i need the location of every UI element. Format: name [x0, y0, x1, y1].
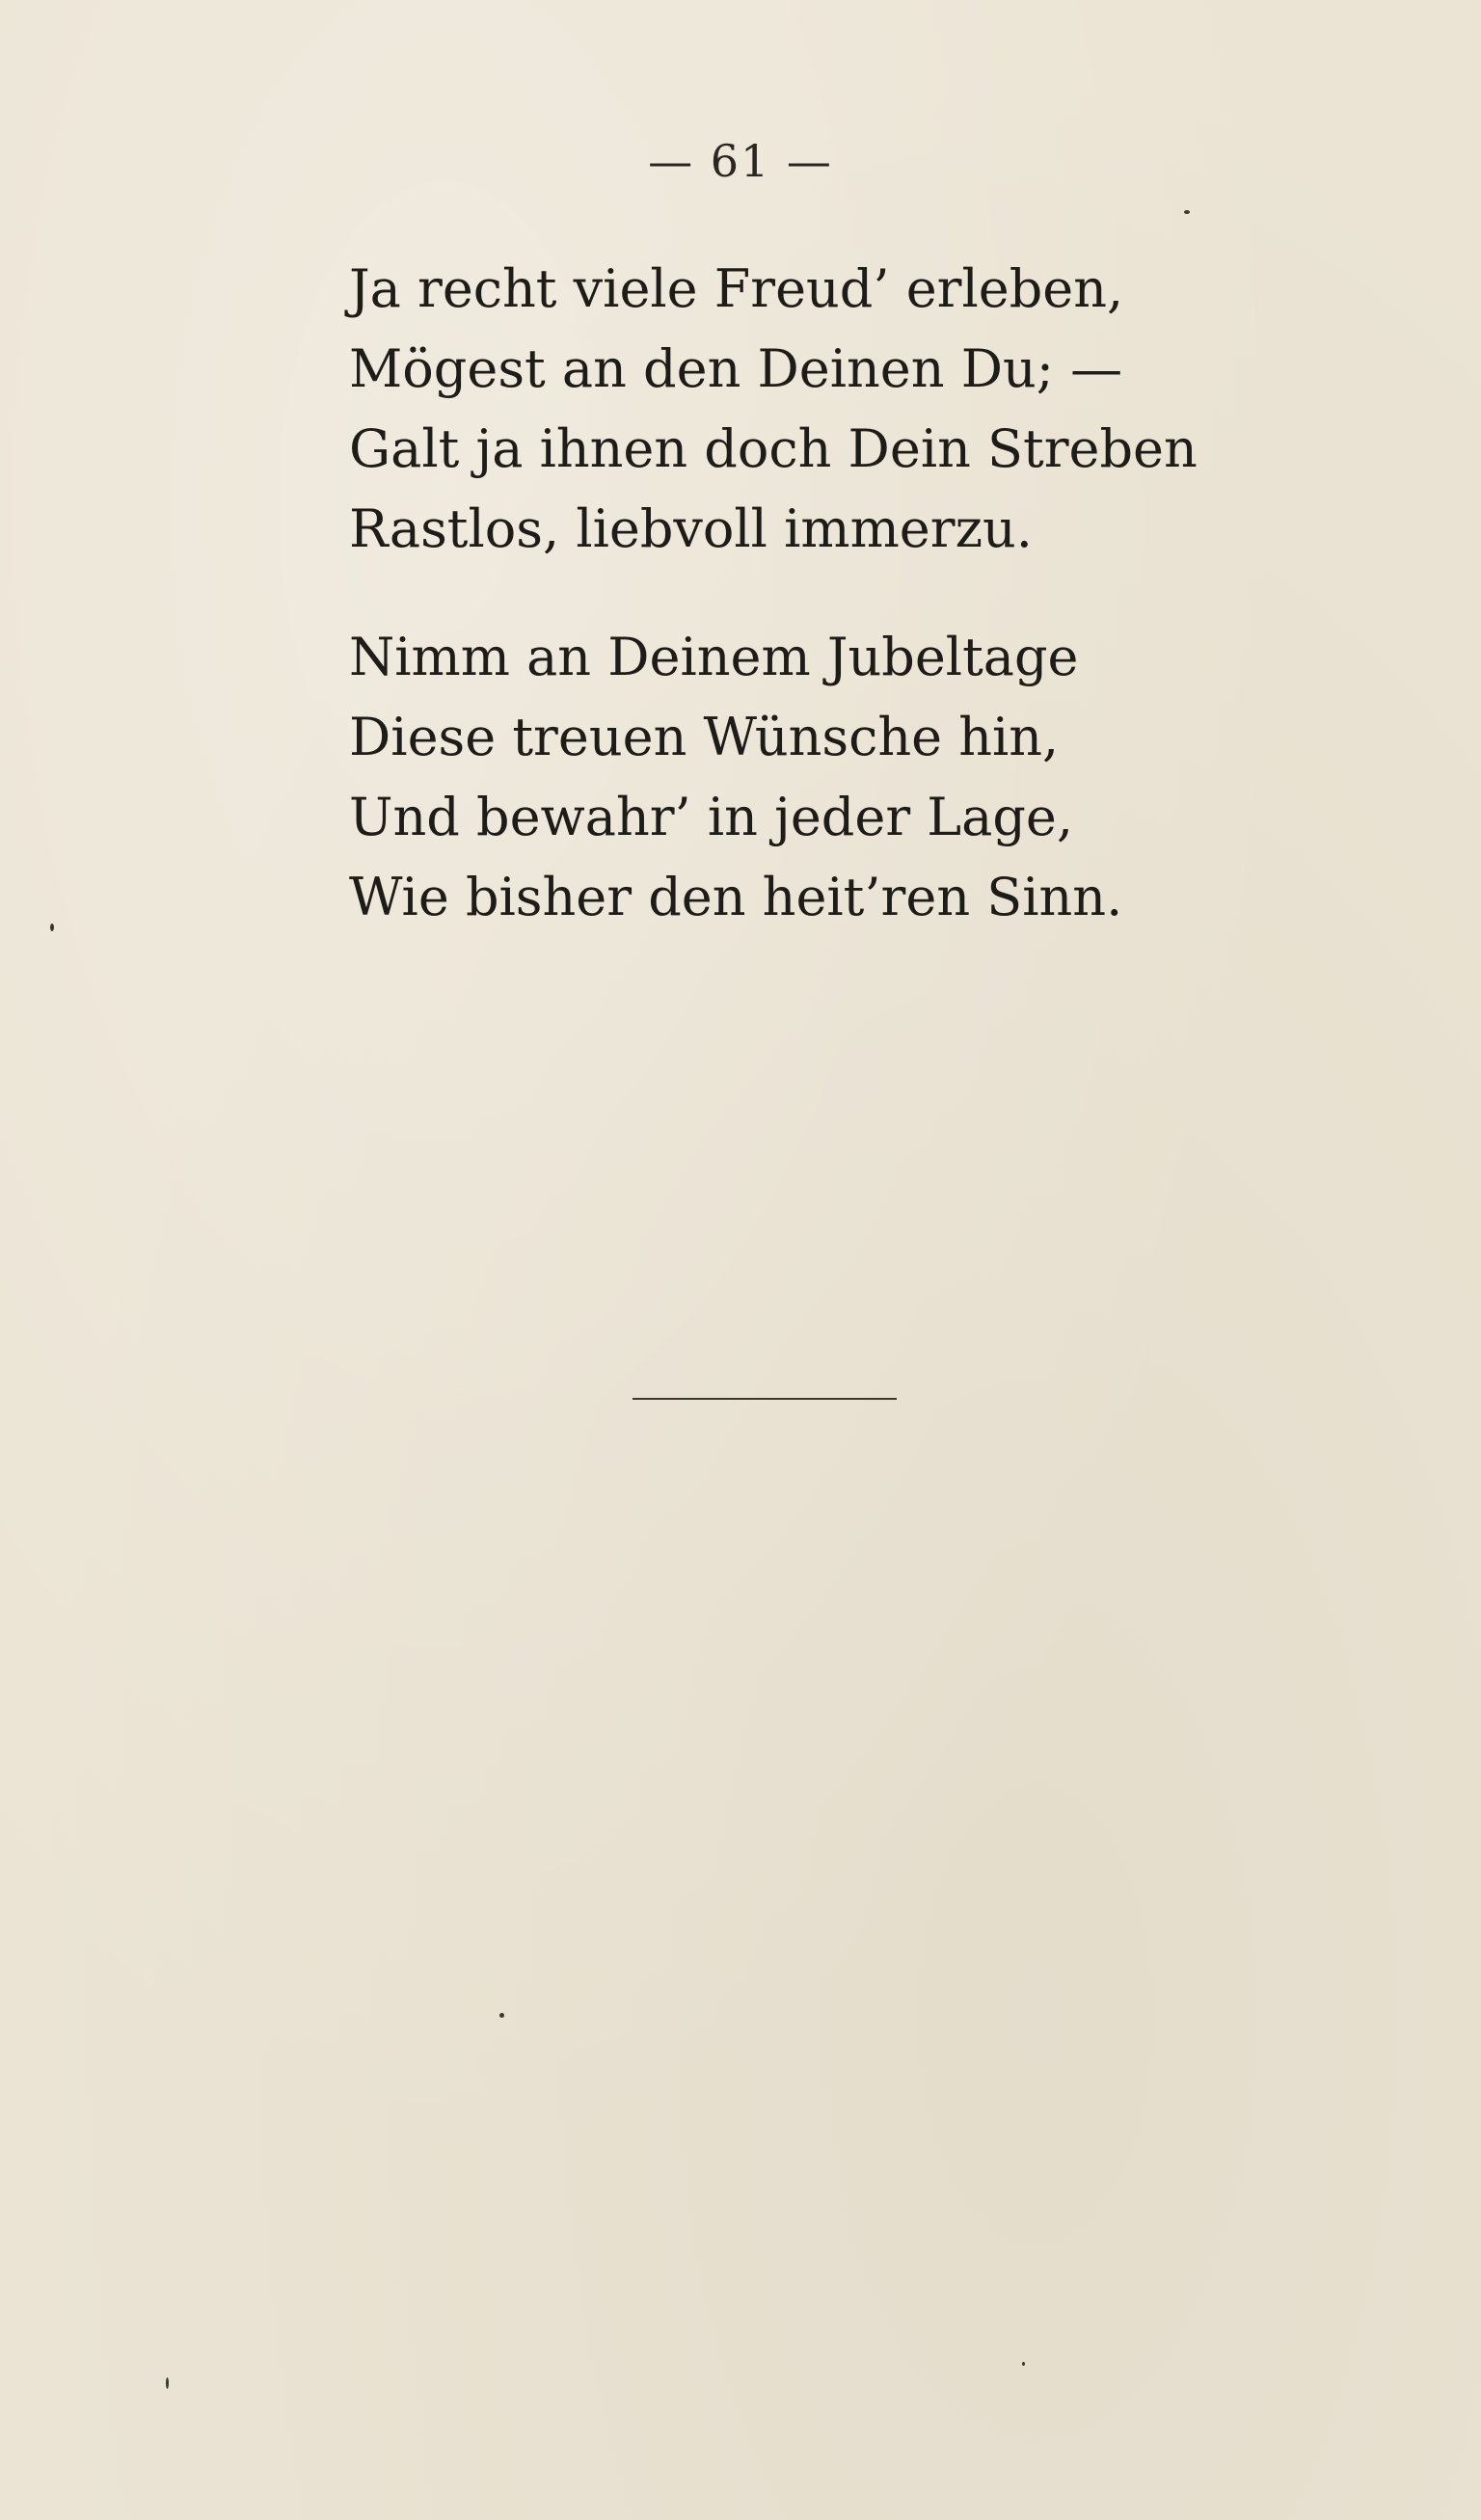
ink-speck	[50, 924, 54, 931]
ink-speck	[499, 2013, 504, 2018]
verse-line: Mögest an den Deinen Du; —	[349, 338, 1123, 399]
stanza-1	[349, 249, 1217, 569]
verse-line: Diese treuen Wünsche hin,	[349, 707, 1060, 767]
verse-line: Galt ja ihnen doch Dein Streben	[349, 418, 1198, 479]
section-divider	[633, 1398, 897, 1400]
verse-line: Ja recht viele Freud’ erleben,	[349, 258, 1124, 319]
verse-line: Nimm an Deinem Jubeltage	[349, 627, 1079, 687]
ink-speck	[1184, 210, 1190, 214]
ink-speck	[1022, 2362, 1025, 2366]
verse-line: Rastlos, liebvoll immerzu.	[349, 498, 1033, 559]
verse-line: Und bewahr’ in jeder Lage,	[349, 787, 1074, 847]
page-number: — 61 —	[648, 135, 833, 187]
verse-line: Wie bisher den heit’ren Sinn.	[349, 867, 1123, 927]
ink-speck	[166, 2377, 169, 2389]
stanza-2	[349, 617, 1217, 937]
